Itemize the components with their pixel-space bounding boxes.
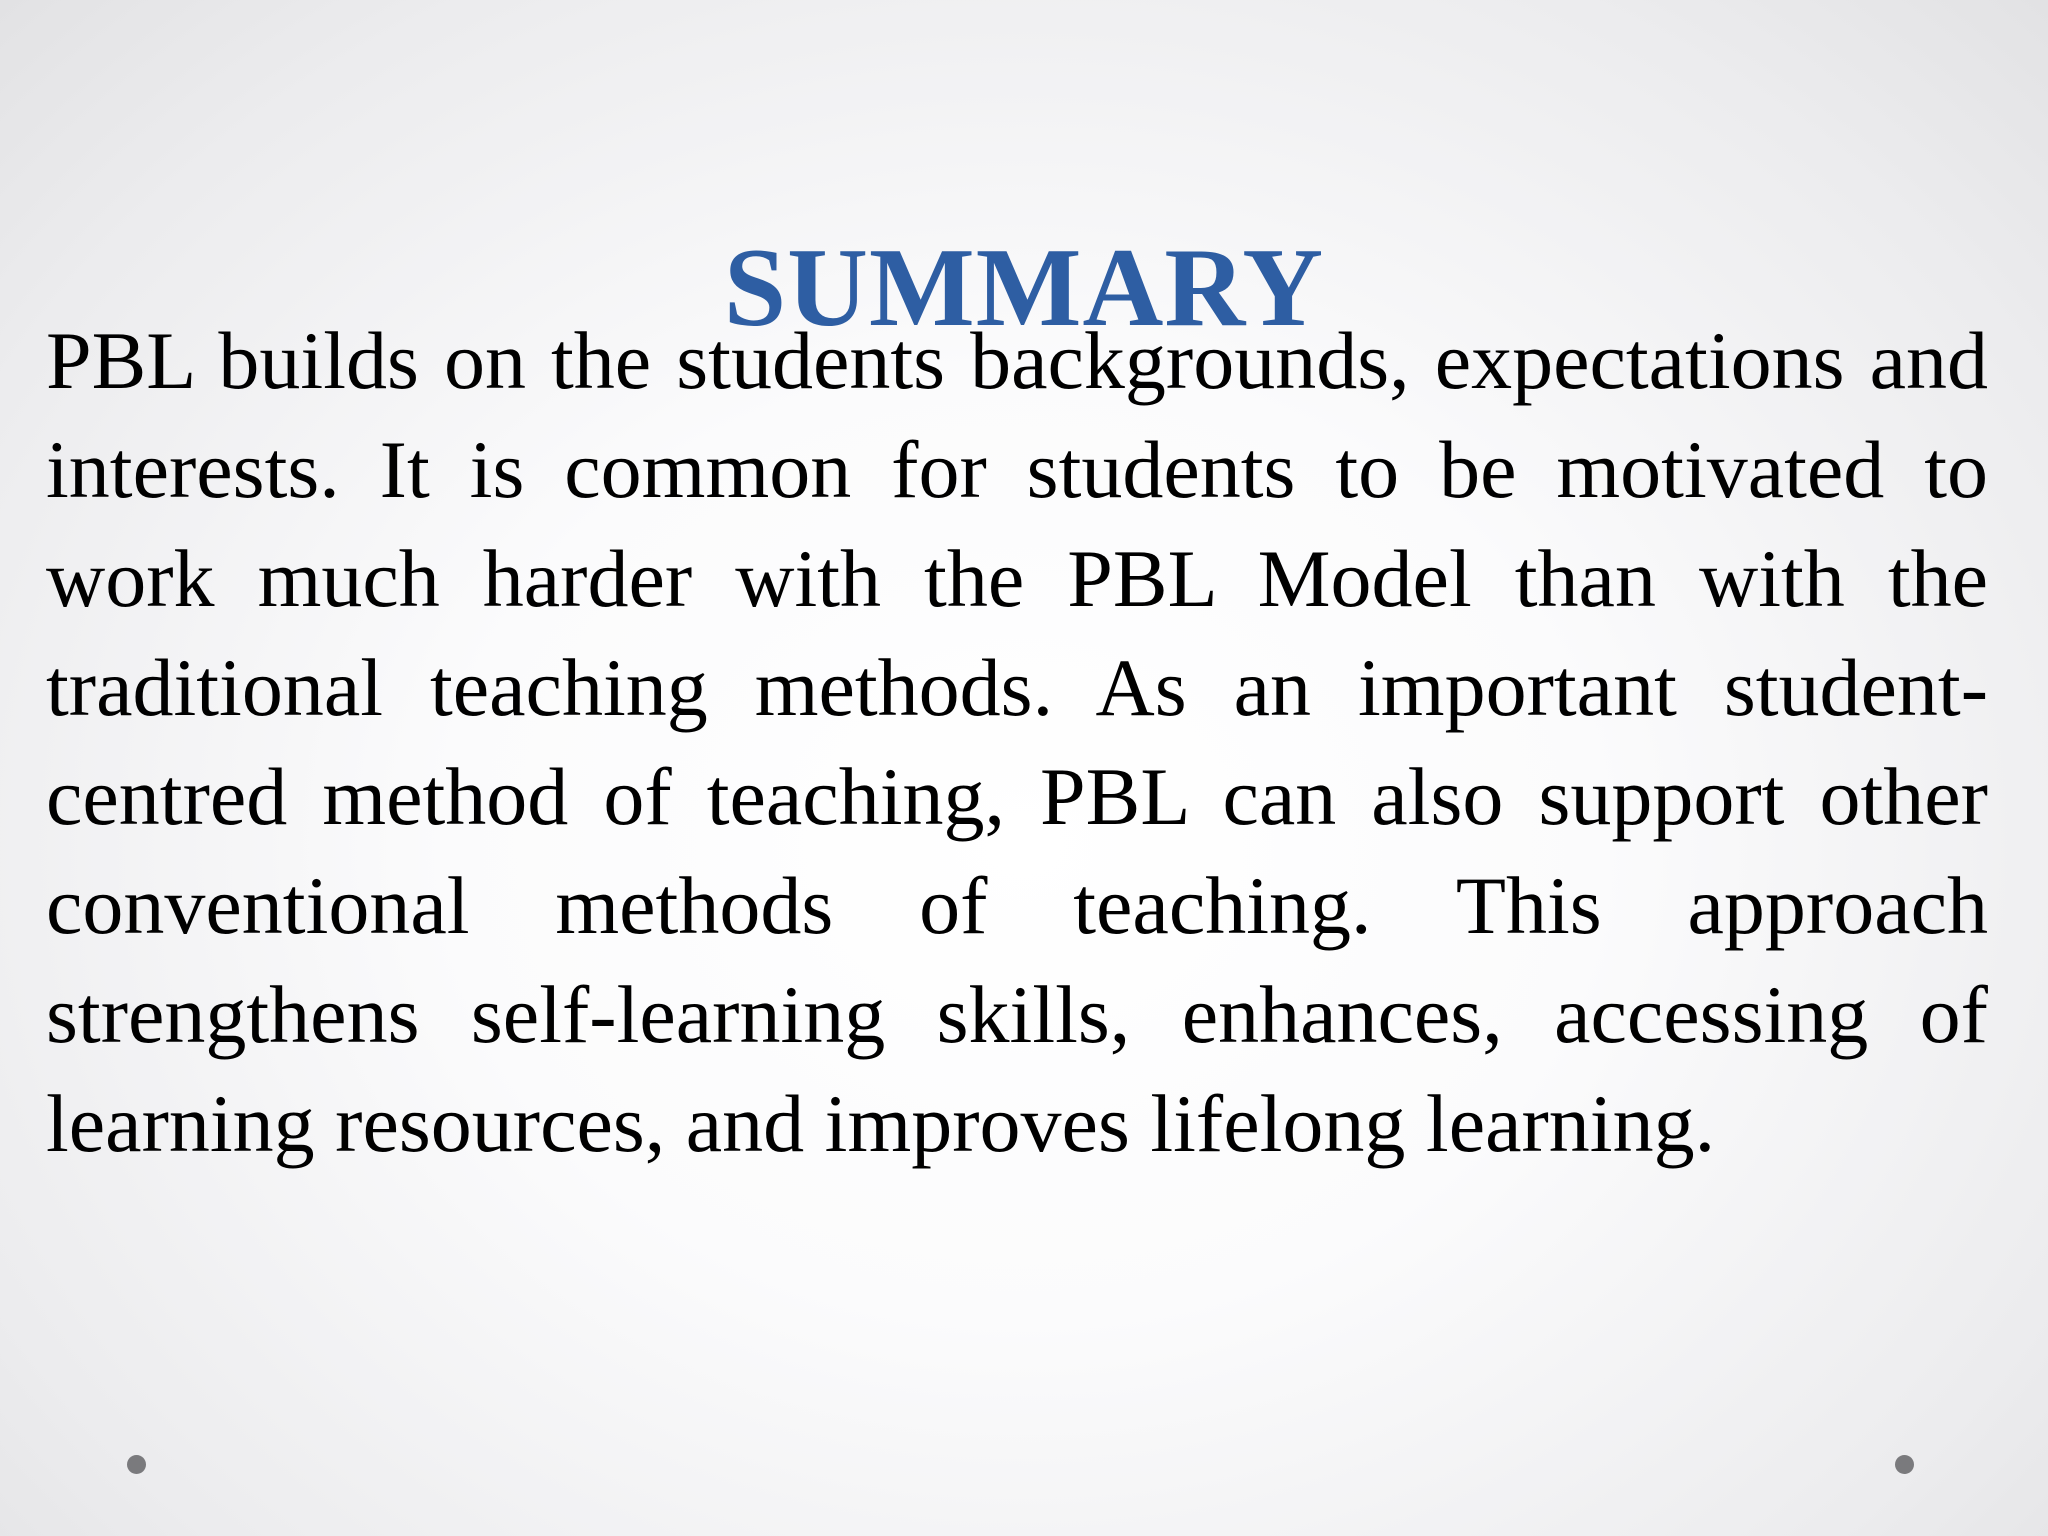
summary-paragraph: PBL builds on the students backgrounds, expectations and interests. It is common for students to be motivated to work much harder with the PBL Model than with the traditional teaching methods. As an important student-centred method of teaching, PBL can also support other conventional methods of teaching. This approach strengthens self-learning skills, enhances, accessing of learning resources, and improves lifelong learning. — [46, 315, 1988, 1169]
slide-title: SUMMARY — [723, 226, 1325, 351]
bullet-dot-icon — [127, 1455, 146, 1474]
bullet-dot-icon — [1895, 1455, 1914, 1474]
